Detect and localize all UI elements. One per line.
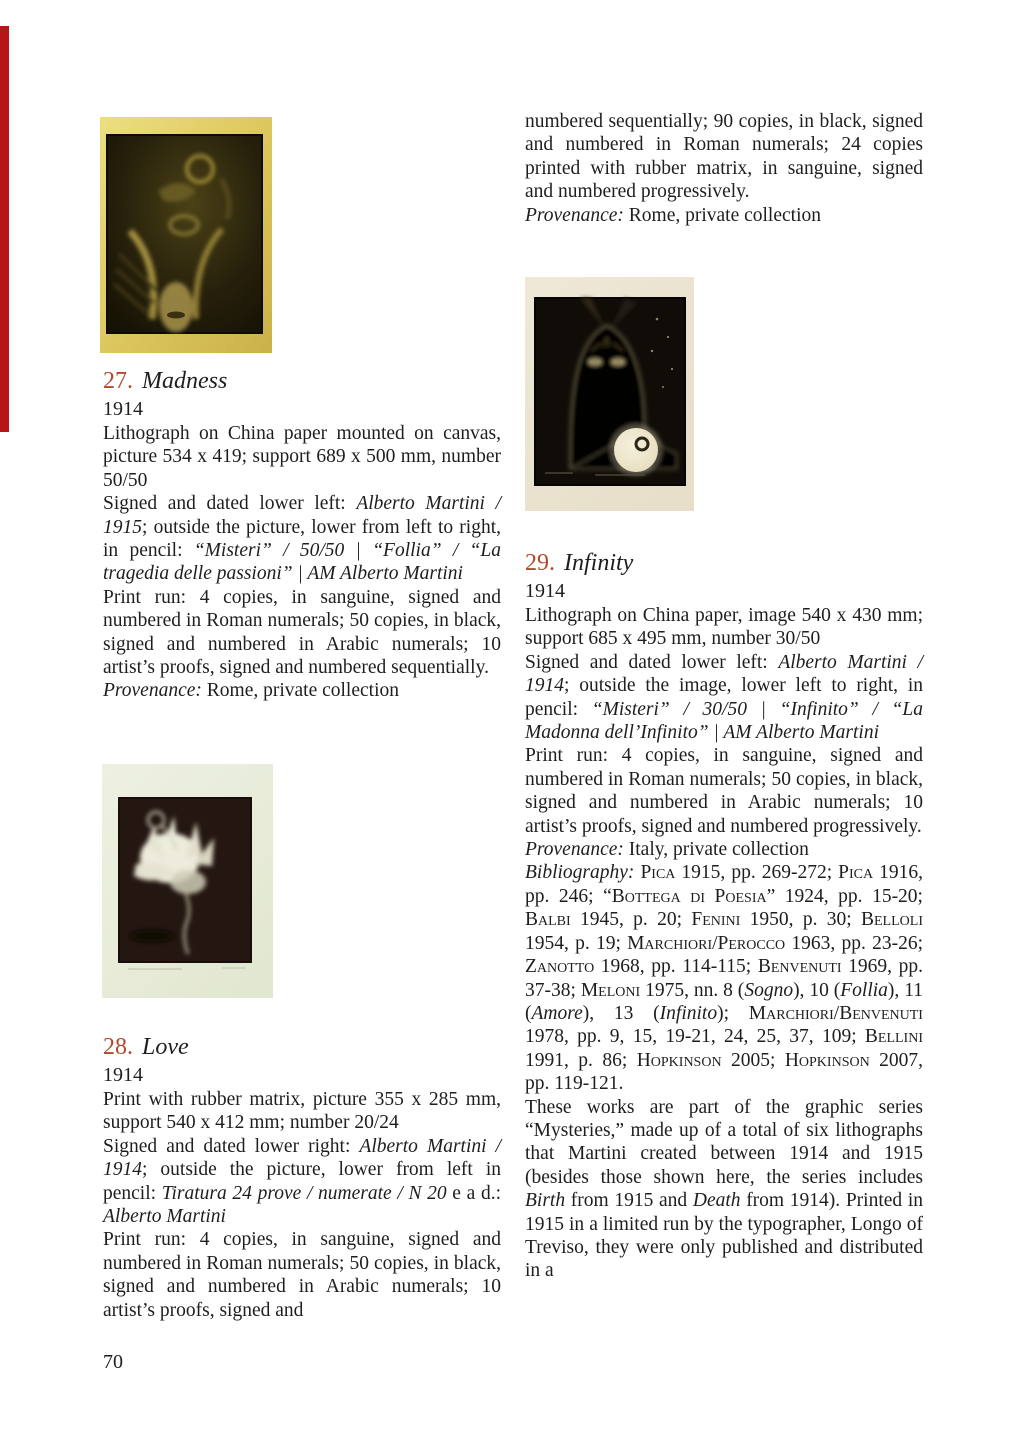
page-edge-red-band bbox=[0, 26, 9, 432]
entry-29-bibliography: Bibliography: Pica 1915, pp. 269-272; Pica 1916, pp. 246; “Bottega di Poesia” 1924, pp. 15-20; Balbi 1945, p. 20; Fenini 1950, p. 30; Belloli 1954, p. 19; Marchiori/Perocco 1963, pp. 23-26; Zanotto 1968, pp. 114-115; Benvenuti 1969, pp. 37-38; Meloni 1975, nn. 8 (Sogno), 10 (Follia), 11 (Amore), 13 (Infinito); Marchiori/Benvenuti 1978, pp. 9, 15, 19-21, 24, 25, 37, 109; Bellini 1991, p. 86; Hopkinson 2005; Hopkinson 2007, pp. 119-121. bbox=[525, 862, 924, 1095]
entry-28-print-run: Print run: 4 copies, in sanguine, signed and numbered in Roman numerals; 50 copies, in black, signed and numbered in Arabic numerals; 10 artist’s proofs, signed and bbox=[103, 1229, 501, 1321]
entry-29-title bbox=[525, 548, 923, 578]
entry-27-name: Madness bbox=[142, 368, 228, 394]
entry-29 bbox=[525, 548, 923, 1283]
entry-28-continuation bbox=[525, 110, 923, 227]
entry-29-name: Infinity bbox=[564, 550, 634, 576]
entry-27-provenance: Provenance: Rome, private collection bbox=[103, 680, 399, 702]
entry-28-title bbox=[103, 1032, 501, 1062]
entry-29-print-run: Print run: 4 copies, in sanguine, signed and numbered in Roman numerals; 50 copies, in black, signed and numbered in Arabic numerals; 10 artist’s proofs, signed and numbered progressively. bbox=[525, 745, 923, 837]
entry-28-name: Love bbox=[142, 1034, 189, 1060]
love-plate-image bbox=[102, 764, 273, 998]
madness-plate-image bbox=[100, 117, 272, 353]
entry-27-medium: Lithograph on China paper mounted on canvas, picture 534 x 419; support 689 x 500 mm, number 50/50 bbox=[103, 423, 501, 491]
entry-27-inscription: Signed and dated lower left: Alberto Martini / 1915; outside the picture, lower from left to right, in pencil: “Misteri” / 50/50 | “Follia” / “La tragedia delle passioni” | AM Alberto Martini bbox=[103, 493, 502, 585]
love-artwork bbox=[102, 764, 273, 998]
entry-27-title bbox=[103, 366, 501, 396]
entry-27-year: 1914 bbox=[103, 398, 143, 420]
entry-28-inscription: Signed and dated lower right: Alberto Martini / 1914; outside the picture, lower from left in pencil: Tiratura 24 prove / numerate / N 20 e a d.: Alberto Martini bbox=[103, 1135, 502, 1228]
entry-29-provenance: Provenance: Italy, private collection bbox=[525, 839, 809, 861]
entry-27-print-run: Print run: 4 copies, in sanguine, signed and numbered in Roman numerals; 50 copies, in black, signed and numbered in Arabic numerals; 10 artist’s proofs, signed and numbered sequentially. bbox=[103, 586, 501, 679]
entry-28-number: 28. bbox=[103, 1034, 133, 1060]
entry-28 bbox=[103, 1032, 501, 1322]
entry-28-continuation-print-run: numbered sequentially; 90 copies, in black, signed and numbered in Roman numerals; 24 copies printed with rubber matrix, in sanguine, signed and numbered progressively. bbox=[525, 111, 923, 203]
entry-28-continuation-provenance: Provenance: Rome, private collection bbox=[525, 204, 821, 226]
page-number: 70 bbox=[103, 1351, 123, 1373]
entry-29-year: 1914 bbox=[525, 580, 565, 602]
entry-29-number: 29. bbox=[525, 550, 555, 576]
entry-27 bbox=[103, 366, 501, 703]
entry-29-commentary: These works are part of the graphic series “Mysteries,” made up of a total of six lithographs that Martini created between 1914 and 1915 (besides those shown here, the series includes Birth from 1915 and Death from 1914). Printed in 1915 in a limited run by the typographer, Longo of Treviso, they were only published and distributed in a bbox=[525, 1096, 923, 1282]
entry-29-medium: Lithograph on China paper, image 540 x 430 mm; support 685 x 495 mm, number 30/50 bbox=[525, 605, 923, 650]
madness-artwork bbox=[100, 117, 272, 353]
infinity-plate-image bbox=[525, 277, 694, 511]
entry-27-number: 27. bbox=[103, 368, 133, 394]
entry-28-year: 1914 bbox=[103, 1064, 143, 1086]
infinity-artwork bbox=[525, 277, 694, 511]
entry-29-inscription: Signed and dated lower left: Alberto Martini / 1914; outside the image, lower left to right, in pencil: “Misteri” / 30/50 | “Infinito” / “La Madonna dell’Infinito” | AM Alberto Martini bbox=[525, 651, 923, 744]
entry-28-medium: Print with rubber matrix, picture 355 x 285 mm, support 540 x 412 mm; number 20/24 bbox=[103, 1089, 501, 1134]
